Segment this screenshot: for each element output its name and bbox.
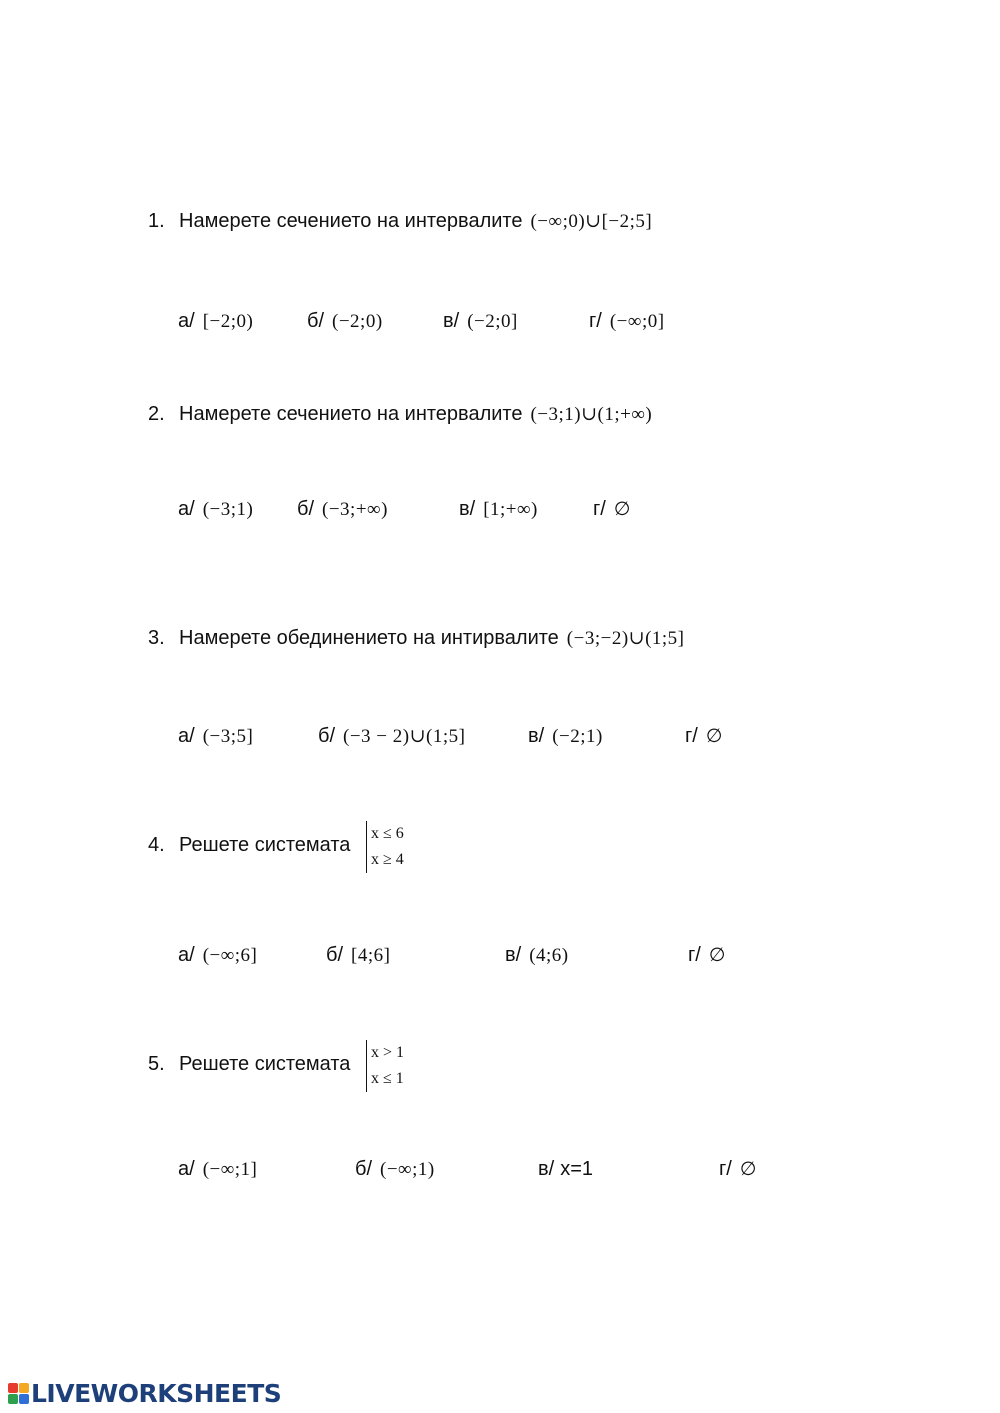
option-g[interactable] (593, 498, 631, 521)
option-value: (−2;0) (332, 311, 383, 332)
option-label: г/ (688, 944, 701, 966)
empty-set-icon: ∅ (739, 1159, 757, 1180)
question-text: Намерете сечението на интервалите (179, 403, 523, 425)
question-expression: (−3;1)∪(1;+∞) (530, 404, 653, 425)
question-expression: (−∞;0)∪[−2;5] (530, 211, 653, 232)
empty-set-icon: ∅ (613, 499, 631, 520)
question-number: 1. (148, 210, 165, 232)
question-text: Решете системата (179, 834, 351, 856)
option-v[interactable] (459, 498, 538, 521)
option-v[interactable] (505, 944, 569, 967)
question-number: 3. (148, 627, 165, 649)
inequality-system (366, 1040, 404, 1092)
option-label: в/ (528, 725, 545, 747)
option-label: г/ (685, 725, 698, 747)
option-a[interactable] (178, 498, 253, 521)
option-label: а/ (178, 1158, 195, 1180)
option-value: (−∞;6] (202, 945, 258, 966)
option-g[interactable] (719, 1158, 757, 1181)
option-value: (−∞;1) (380, 1159, 435, 1180)
empty-set-icon: ∅ (705, 726, 723, 747)
option-value: (−3 − 2)∪(1;5] (343, 726, 466, 747)
question-5 (148, 1053, 350, 1076)
option-label: б/ (307, 310, 325, 332)
option-g[interactable] (688, 944, 726, 967)
option-b[interactable] (318, 725, 465, 748)
option-value: (−3;5] (202, 726, 254, 747)
question-number: 4. (148, 834, 165, 856)
question-expression: (−3;−2)∪(1;5] (566, 628, 685, 649)
logo-mark-icon (8, 1383, 29, 1404)
empty-set-icon: ∅ (708, 945, 726, 966)
option-value: [4;6] (351, 945, 391, 966)
liveworksheets-logo[interactable] (8, 1379, 281, 1407)
option-value: (−∞;1] (202, 1159, 258, 1180)
option-label: в/ (505, 944, 522, 966)
option-label: б/ (326, 944, 344, 966)
option-g[interactable] (589, 310, 665, 333)
option-value: [−2;0) (202, 311, 254, 332)
option-v[interactable] (528, 725, 603, 748)
option-label: б/ (318, 725, 336, 747)
inequality-line: x > 1 (371, 1044, 405, 1061)
question-text: Намерете обединението на интирвалите (179, 627, 559, 649)
option-label: а/ (178, 498, 195, 520)
question-number: 5. (148, 1053, 165, 1075)
option-b[interactable] (355, 1158, 435, 1181)
option-value: x=1 (560, 1158, 593, 1180)
option-label: б/ (355, 1158, 373, 1180)
option-label: а/ (178, 725, 195, 747)
question-text: Намерете сечението на интервалите (179, 210, 523, 232)
option-label: г/ (719, 1158, 732, 1180)
option-label: б/ (297, 498, 315, 520)
option-label: г/ (593, 498, 606, 520)
option-label: а/ (178, 944, 195, 966)
inequality-line: x ≥ 4 (371, 851, 404, 868)
question-4 (148, 834, 350, 857)
option-value: (−3;1) (202, 499, 254, 520)
option-value: (−∞;0] (609, 311, 665, 332)
option-label: в/ (443, 310, 460, 332)
option-value: (−2;1) (552, 726, 603, 747)
question-number: 2. (148, 403, 165, 425)
option-g[interactable] (685, 725, 723, 748)
inequality-line: x ≤ 6 (371, 825, 404, 842)
option-v[interactable] (538, 1158, 593, 1181)
option-a[interactable] (178, 310, 253, 333)
question-text: Решете системата (179, 1053, 351, 1075)
question-2 (148, 403, 652, 426)
option-v[interactable] (443, 310, 518, 333)
option-a[interactable] (178, 1158, 257, 1181)
option-value: (4;6) (529, 945, 569, 966)
option-label: а/ (178, 310, 195, 332)
option-value: (−2;0] (467, 311, 518, 332)
inequality-line: x ≤ 1 (371, 1070, 404, 1087)
option-b[interactable] (297, 498, 388, 521)
option-value: (−3;+∞) (322, 499, 388, 520)
option-a[interactable] (178, 944, 257, 967)
option-b[interactable] (326, 944, 390, 967)
question-1 (148, 210, 652, 233)
question-3 (148, 627, 685, 650)
option-label: г/ (589, 310, 602, 332)
option-value: [1;+∞) (483, 499, 538, 520)
option-label: в/ (459, 498, 476, 520)
option-a[interactable] (178, 725, 253, 748)
option-b[interactable] (307, 310, 383, 333)
inequality-system (366, 821, 404, 873)
option-label: в/ (538, 1158, 555, 1180)
logo-text: LIVEWORKSHEETS (31, 1378, 282, 1408)
